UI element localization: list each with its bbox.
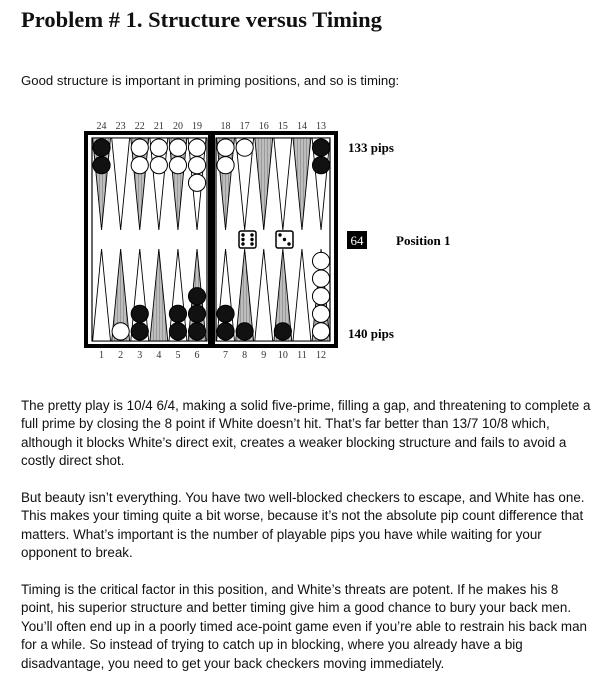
checker-white bbox=[188, 157, 205, 174]
paragraph-1: The pretty play is 10/4 6/4, making a solid five-prime, filling a gap, and threatening to complete a full prime by closing the 8 point if White doesn’t hit. That’s far better than 13/7 10/8 which, although it blocks White’s direct exit, creates a weaker blocking structure and fails to avoid a costly direct shot. bbox=[21, 398, 591, 469]
checker-black bbox=[93, 157, 110, 174]
paragraph-2: But beauty isn’t everything. You have two well-blocked checkers to escape, and White has one. This makes your timing quite a bit worse, because it’s not the absolute pip count difference that matters. What’s important is the number of playable pips you have while waiting for your opponent to break. bbox=[21, 490, 585, 561]
checker-black bbox=[188, 305, 205, 322]
checker-black bbox=[188, 323, 205, 340]
point-number-22: 22 bbox=[134, 121, 145, 132]
checker-white bbox=[169, 157, 186, 174]
die-pip bbox=[241, 242, 244, 245]
paragraph-3: Timing is the critical factor in this position, and White’s threats are potent. If he makes his 8 point, his superior structure and better timing give him a good chance to bury your back men. You’ll often end up in a poorly timed ace-point game even if you’re able to restrain his back man for a while. So instead of trying to catch up in blocking, where you already have a big disadvantage, you need to get your back checkers moving immediately. bbox=[21, 582, 587, 671]
checker-white bbox=[312, 305, 329, 322]
point-number-2: 2 bbox=[118, 350, 124, 361]
point-number-19: 19 bbox=[192, 121, 203, 132]
point-number-11: 11 bbox=[297, 350, 307, 361]
checker-black bbox=[169, 305, 186, 322]
board-bar bbox=[208, 133, 215, 346]
point-number-24: 24 bbox=[96, 121, 107, 132]
checker-black bbox=[131, 323, 148, 340]
die-pip bbox=[250, 242, 253, 245]
point-number-14: 14 bbox=[296, 121, 307, 132]
point-number-4: 4 bbox=[156, 350, 162, 361]
checker-white bbox=[112, 323, 129, 340]
point-number-9: 9 bbox=[261, 350, 267, 361]
die-pip bbox=[278, 233, 281, 236]
point-number-18: 18 bbox=[220, 121, 231, 132]
point-number-20: 20 bbox=[172, 121, 183, 132]
die-pip bbox=[241, 233, 244, 236]
checker-white bbox=[217, 139, 234, 156]
die-pip bbox=[287, 242, 290, 245]
checker-black bbox=[274, 323, 291, 340]
point-number-8: 8 bbox=[242, 350, 248, 361]
point-number-6: 6 bbox=[194, 350, 200, 361]
checker-white bbox=[312, 288, 329, 305]
checker-white bbox=[312, 270, 329, 287]
point-number-13: 13 bbox=[316, 121, 327, 132]
die-pip bbox=[250, 233, 253, 236]
checker-black bbox=[131, 305, 148, 322]
die-pip bbox=[250, 238, 253, 241]
page-title: Problem # 1. Structure versus Timing bbox=[21, 7, 382, 32]
checker-black bbox=[169, 323, 186, 340]
checker-black bbox=[312, 139, 329, 156]
checker-white bbox=[217, 157, 234, 174]
checker-white bbox=[131, 157, 148, 174]
point-number-10: 10 bbox=[277, 350, 288, 361]
bottom-pip-count: 140 pips bbox=[348, 326, 394, 341]
point-number-7: 7 bbox=[223, 350, 229, 361]
checker-white bbox=[150, 157, 167, 174]
checker-white bbox=[312, 252, 329, 269]
point-number-5: 5 bbox=[175, 350, 181, 361]
die-pip bbox=[283, 238, 286, 241]
checker-black bbox=[236, 323, 253, 340]
position-label: Position 1 bbox=[396, 233, 451, 248]
checker-white bbox=[312, 323, 329, 340]
point-number-15: 15 bbox=[277, 121, 288, 132]
checker-white bbox=[150, 139, 167, 156]
point-number-12: 12 bbox=[316, 350, 327, 361]
cube-value: 64 bbox=[350, 233, 364, 248]
top-pip-count: 133 pips bbox=[348, 140, 394, 155]
checker-black bbox=[188, 288, 205, 305]
checker-white bbox=[188, 139, 205, 156]
checker-black bbox=[312, 157, 329, 174]
point-number-23: 23 bbox=[115, 121, 126, 132]
checker-white bbox=[236, 139, 253, 156]
die-three bbox=[276, 231, 293, 248]
checker-white bbox=[131, 139, 148, 156]
die-pip bbox=[241, 238, 244, 241]
checker-black bbox=[93, 139, 110, 156]
die-six bbox=[239, 231, 256, 248]
point-number-21: 21 bbox=[153, 121, 164, 132]
checker-black bbox=[217, 305, 234, 322]
point-number-17: 17 bbox=[239, 121, 250, 132]
checker-white bbox=[188, 174, 205, 191]
point-number-1: 1 bbox=[99, 350, 105, 361]
checker-black bbox=[217, 323, 234, 340]
intro-text: Good structure is important in priming positions, and so is timing: bbox=[21, 73, 400, 88]
point-number-3: 3 bbox=[137, 350, 143, 361]
point-number-16: 16 bbox=[258, 121, 269, 132]
checker-white bbox=[169, 139, 186, 156]
